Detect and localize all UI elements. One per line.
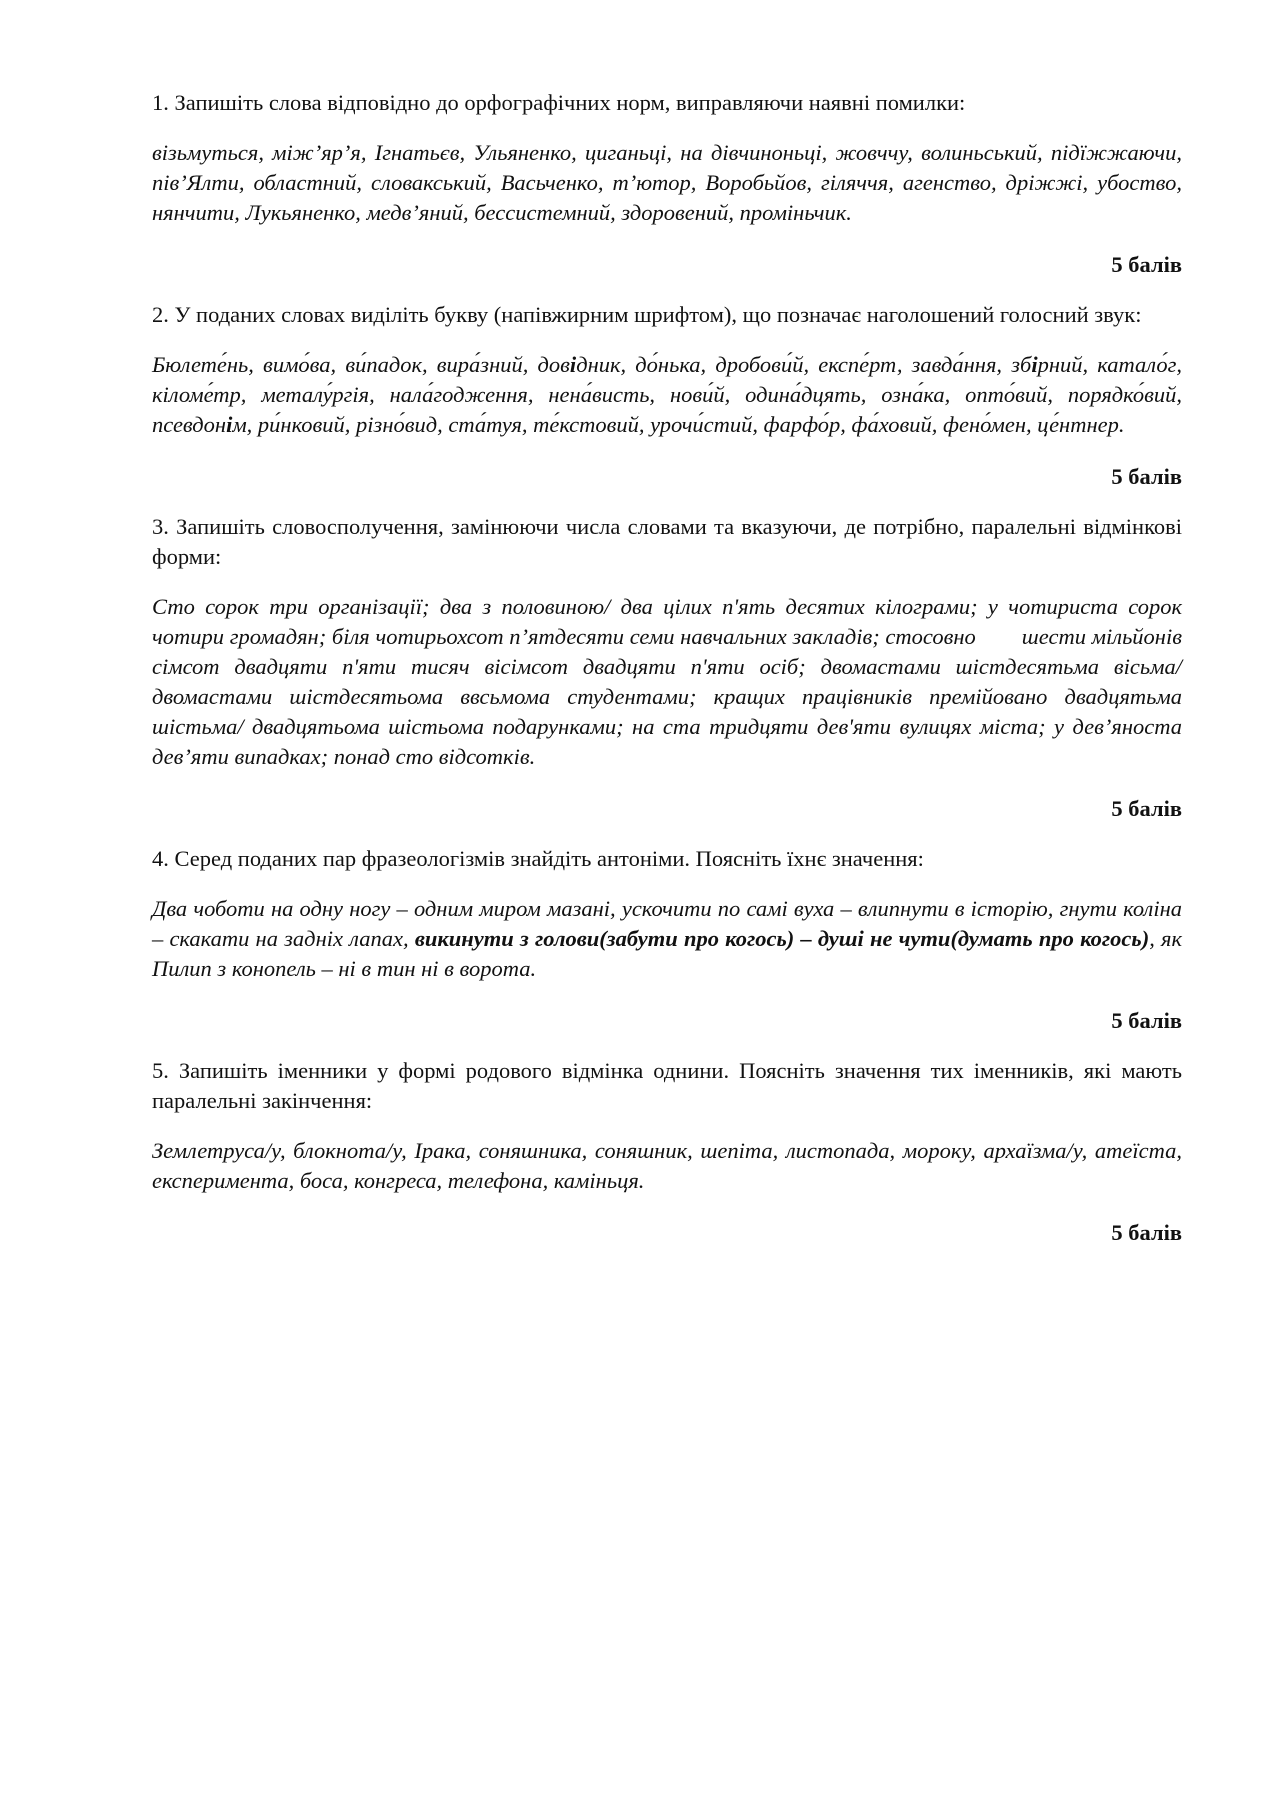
bold-answer: викинути з голови(забути про когось) – душі не чути(думать про когось) — [414, 926, 1150, 951]
task-2 — [152, 300, 1182, 492]
task-1 — [152, 88, 1182, 280]
task-words: візьмуться, між’яр’я, Ігнатьєв, Ульяненко, циганьці, на дівчиноньці, жовччу, волиньський, підїжжаючи, пів’Ялти, областний, словакський, Васьченко, т’ютор, Воробьйов, гіляччя, агенство, дріжжі, убоство, нянчити, Лукьяненко, медв’яний, бессистемний, здоровений, проміньчик. — [152, 140, 1182, 225]
words-segment: шести мільйонів сімсот двадцяти п'яти тисяч вісімсот двадцяти п'яти осіб; двомастами шістдесятьма вісьма/двомастами шістдесятьома ввсьмома студентами; кращих працівників премійовано двадцятьма шістьма/ двадцятьома шістьома подарунками; на ста тридцяти дев'яти вулицях міста; у дев’яноста дев’яти випадках; понад сто відсотків. — [152, 624, 1182, 769]
words-segment: рний, катало́г, кіломе́тр, металу́ргія, нала́годження, нена́висть, нови́й, одина́дцять, озна́ка, опто́вий, порядко́вий, псевдон — [152, 352, 1182, 437]
task-words — [152, 350, 1182, 440]
task-score: 5 балів — [1111, 1220, 1182, 1245]
task-5 — [152, 1056, 1182, 1248]
task-words: Землетруса/у, блокнота/у, Ірака, соняшника, соняшник, шепіта, листопада, мороку, архаїзма/у, атеїста, експеримента, боса, конгреса, телефона, каміньця. — [152, 1138, 1182, 1193]
task-score: 5 балів — [1111, 252, 1182, 277]
words-segment: Сто сорок три організації; два з половиною/ два цілих п'ять десятих кілограми; у чотириста сорок чотири громадян; біля чотирьохсот п’ятдесяти семи навчальних закладів; стосовно — [152, 594, 1182, 649]
task-words — [152, 894, 1182, 984]
words-segment: Два чоботи на одну ногу – одним миром мазані, ускочити по самі вуха – влипнути в історію, гнути коліна – скакати на задніх лапах, — [152, 896, 1182, 951]
task-score: 5 балів — [1111, 1008, 1182, 1033]
words-segment: Бюлете́нь, вимо́ва, ви́падок, вира́зний, дов — [152, 352, 570, 377]
task-3 — [152, 512, 1182, 824]
task-heading: 5. Запишіть іменники у формі родового відмінка однини. Поясніть значення тих іменників, які мають паралельні закінчення: — [152, 1058, 1182, 1113]
document-page — [152, 88, 1182, 1268]
stressed-letter: і — [1031, 352, 1038, 377]
words-segment: м, ри́нковий, різно́вид, ста́туя, те́кстовий, урочи́стий, фарфо́р, фа́ховий, фено́мен, це́нтнер. — [232, 412, 1125, 437]
task-heading: 1. Запишіть слова відповідно до орфографічних норм, виправляючи наявні помилки: — [152, 90, 966, 115]
task-heading: 2. У поданих словах виділіть букву (напівжирним шрифтом), що позначає наголошений голосний звук: — [152, 302, 1142, 327]
task-heading: 3. Запишіть словосполучення, замінюючи числа словами та вказуючи, де потрібно, паралельні відмінкові форми: — [152, 514, 1182, 569]
task-4 — [152, 844, 1182, 1036]
words-segment: , як Пилип з конопель – ні в тин ні в ворота. — [152, 926, 1182, 981]
task-heading: 4. Серед поданих пар фразеологізмів знайдіть антоніми. Поясніть їхнє значення: — [152, 846, 924, 871]
task-score: 5 балів — [1111, 796, 1182, 821]
stressed-letter: і — [226, 412, 233, 437]
task-score: 5 балів — [1111, 464, 1182, 489]
task-words — [152, 592, 1182, 772]
words-segment: дник, до́нька, дробови́й, експе́рт, завда́ння, зб — [576, 352, 1032, 377]
stressed-letter: і — [569, 352, 577, 377]
